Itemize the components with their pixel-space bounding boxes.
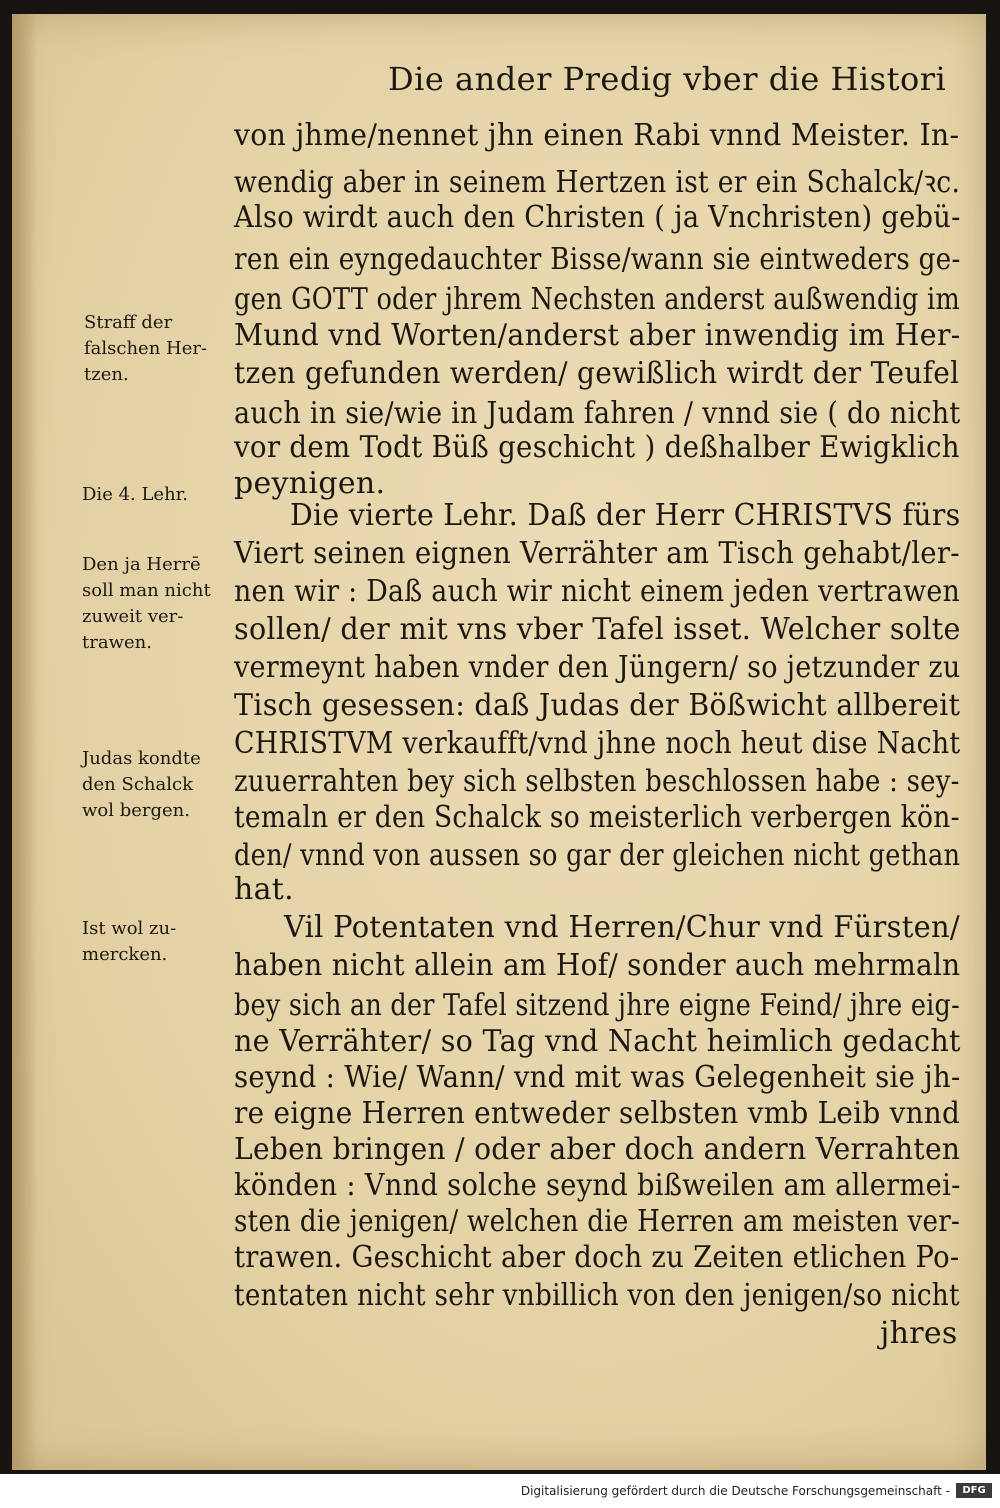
text-line: tzen gefunden werden/ gewißlich wirdt der Teufel: [234, 356, 960, 391]
text-line: seynd : Wie/ Wann/ vnd mit was Gelegenheit sie jh-: [234, 1060, 961, 1095]
text-line: Leben bringen / oder aber doch andern Verrahten: [234, 1132, 961, 1167]
text-line: Also wirdt auch den Christen ( ja Vnchristen) gebü-: [234, 200, 961, 235]
text-line: den/ vnnd von aussen so gar der gleichen nicht gethan: [234, 838, 961, 873]
running-header: Die ander Predig vber die Histori: [388, 60, 947, 98]
text-line: könden : Vnnd solche seynd bißweilen am allermei-: [234, 1168, 961, 1203]
text-line: wendig aber in seinem Hertzen ist er ein Schalck/ꝛc.: [234, 165, 961, 200]
marginal-note: [84, 310, 207, 388]
marginal-note: [82, 482, 188, 508]
marginal-note-line: Den ja Herrē: [82, 554, 201, 575]
page-gutter: [12, 14, 38, 1470]
text-line: jhres: [880, 1316, 958, 1351]
marginal-note-line: trawen.: [82, 632, 152, 653]
marginal-note-line: mercken.: [82, 944, 168, 965]
marginal-note-line: Die 4. Lehr.: [82, 484, 189, 505]
text-line: ren ein eyngedauchter Bisse/wann sie eintweders ge-: [234, 242, 961, 277]
text-line: zuuerrahten bey sich selbsten beschlossen habe : sey-: [234, 764, 960, 799]
marginal-note: [82, 746, 201, 824]
text-line: ne Verrähter/ so Tag vnd Nacht heimlich gedacht: [234, 1024, 961, 1059]
text-line: tentaten nicht sehr vnbillich von den jenigen/so nicht: [234, 1278, 960, 1313]
marginal-note-line: Judas kondte: [82, 748, 201, 769]
text-line: peynigen.: [234, 466, 386, 501]
footer-bar: [0, 1474, 1000, 1508]
marginal-note-line: tzen.: [84, 364, 129, 385]
text-line: re eigne Herren entweder selbsten vmb Leib vnnd: [234, 1096, 961, 1131]
text-line: sten die jenigen/ welchen die Herren am meisten ver-: [234, 1204, 961, 1239]
marginal-note-line: wol bergen.: [82, 800, 190, 821]
text-line: haben nicht allein am Hof/ sonder auch mehrmaln: [234, 948, 961, 983]
text-line: vermeynt haben vnder den Jüngern/ so jetzunder zu: [234, 650, 961, 685]
marginal-note-line: Ist wol zu-: [82, 918, 177, 939]
text-line: CHRISTVM verkaufft/vnd jhne noch heut dise Nacht: [234, 726, 961, 761]
text-line: von jhme/nennet jhn einen Rabi vnnd Meister. In-: [234, 118, 960, 153]
text-line: gen GOTT oder jhrem Nechsten anderst außwendig im: [234, 282, 960, 317]
marginal-note: [82, 552, 211, 656]
marginal-note-line: falschen Her-: [84, 338, 208, 359]
text-line: Tisch gesessen: daß Judas der Bößwicht allbereit: [234, 688, 961, 723]
text-line: Mund vnd Worten/anderst aber inwendig im Her-: [234, 318, 961, 353]
text-line: bey sich an der Tafel sitzend jhre eigne Feind/ jhre eig-: [234, 988, 960, 1023]
text-line: temaln er den Schalck so meisterlich verbergen kön-: [234, 800, 960, 835]
marginal-note: [82, 916, 176, 968]
text-line: hat.: [234, 872, 294, 907]
text-line: Viert seinen eignen Verrähter am Tisch gehabt/ler-: [234, 536, 960, 571]
text-line: Vil Potentaten vnd Herren/Chur vnd Fürsten/: [284, 910, 960, 945]
marginal-note-line: zuweit ver-: [82, 606, 184, 627]
footer-credit: Digitalisierung gefördert durch die Deutsche Forschungsgemeinschaft -: [520, 1484, 950, 1498]
text-line: nen wir : Daß auch wir nicht einem jeden vertrawen: [234, 574, 961, 609]
marginal-note-line: Straff der: [84, 312, 173, 333]
text-line: Die vierte Lehr. Daß der Herr CHRISTVS fürs: [290, 498, 961, 533]
marginal-note-line: soll man nicht: [82, 580, 211, 601]
text-line: auch in sie/wie in Judam fahren / vnnd sie ( do nicht: [234, 396, 961, 431]
text-line: sollen/ der mit vns vber Tafel isset. Welcher solte: [234, 612, 961, 647]
dfg-logo: DFG: [956, 1483, 992, 1498]
marginal-note-line: den Schalck: [82, 774, 193, 795]
text-line: trawen. Geschicht aber doch zu Zeiten etlichen Po-: [234, 1240, 960, 1275]
text-line: vor dem Todt Büß geschicht ) deßhalber Ewigklich: [234, 430, 960, 465]
